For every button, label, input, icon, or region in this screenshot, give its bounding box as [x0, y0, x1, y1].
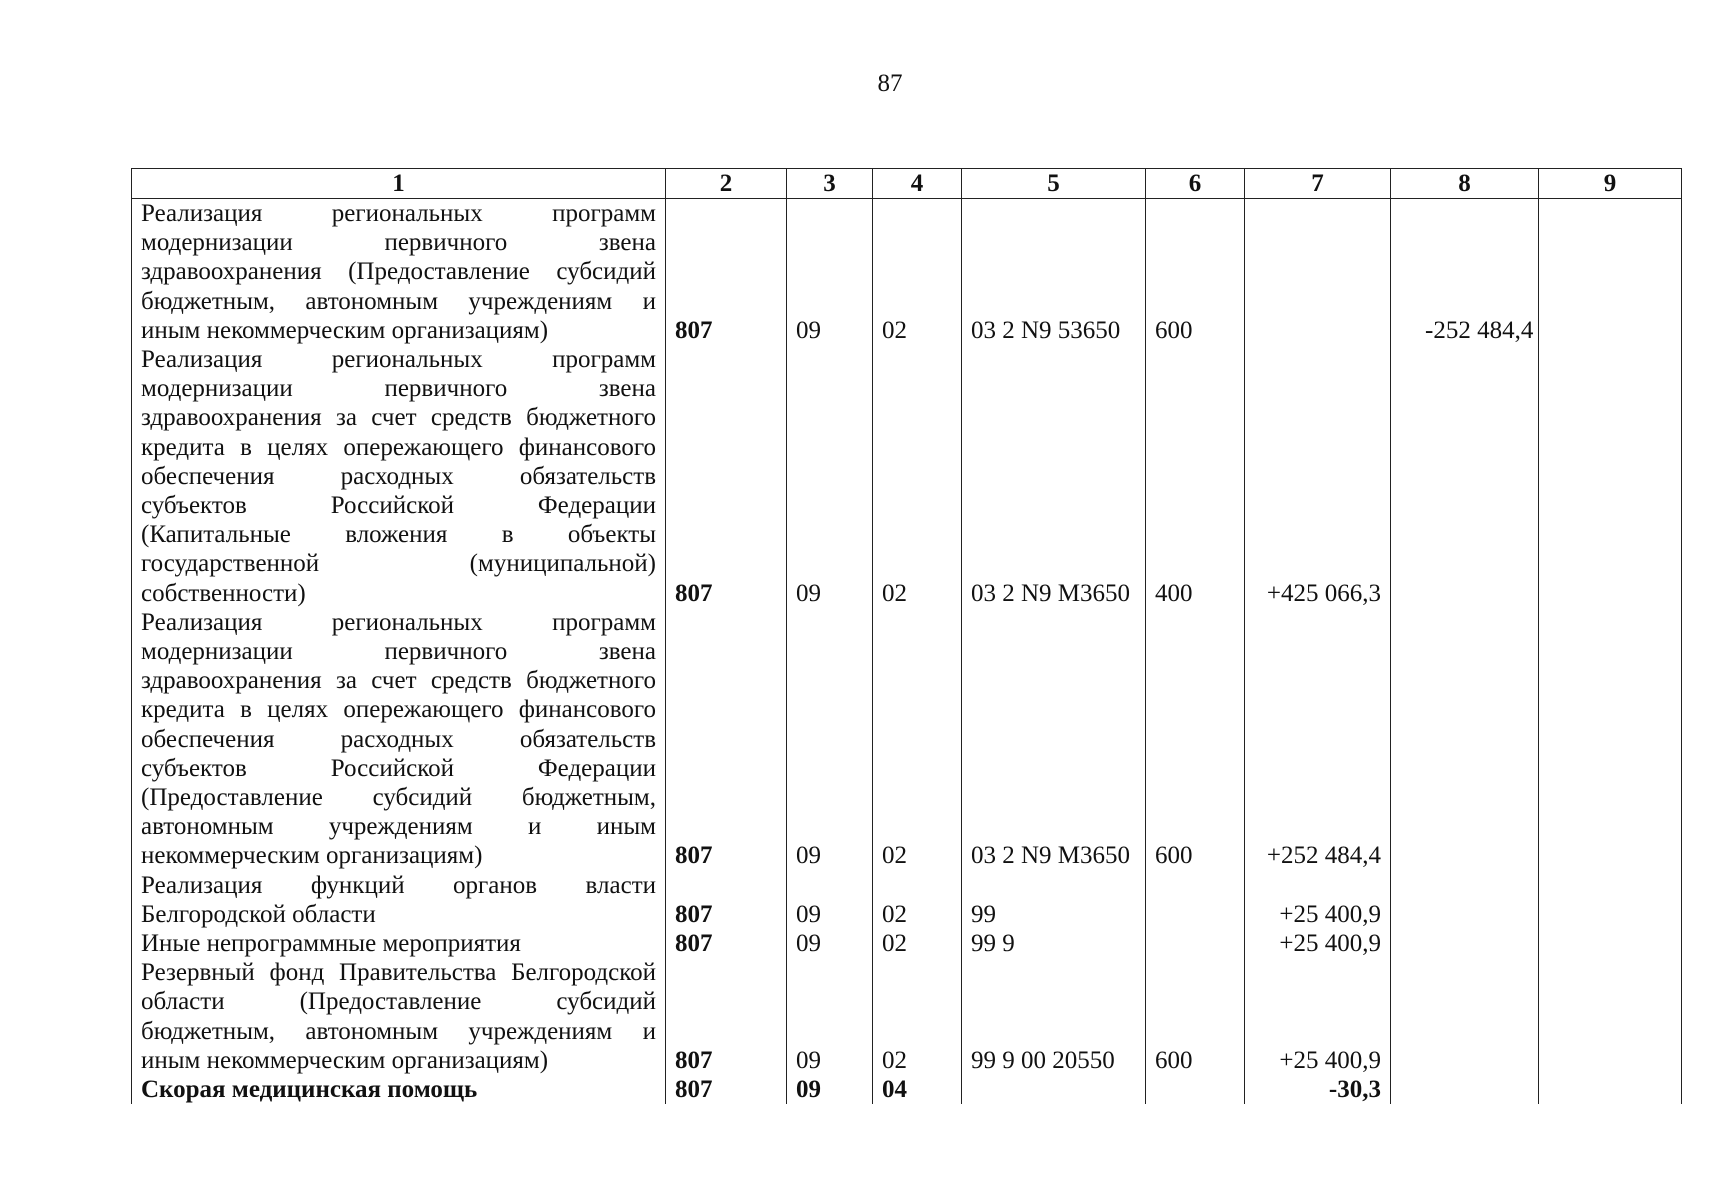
- table-body: [132, 199, 1682, 1105]
- row-amount-col9: [1539, 958, 1682, 1075]
- header-col-7: 7: [1245, 169, 1391, 199]
- table-row: [132, 345, 1682, 608]
- description-line: государственной (муниципальной): [141, 550, 656, 578]
- description-line: Реализация функций органов власти: [141, 871, 656, 899]
- row-amount-col7: +25 400,9: [1245, 929, 1391, 958]
- row-amount-col8: [1391, 871, 1539, 929]
- table-row: [132, 958, 1682, 1075]
- row-description: [132, 929, 666, 958]
- description-line: Реализация региональных программ: [141, 346, 656, 374]
- description-last-line: Иные непрограммные мероприятия: [141, 930, 521, 958]
- header-col-3: 3: [787, 169, 873, 199]
- description-line: Реализация региональных программ: [141, 608, 656, 636]
- description-line: модернизации первичного звена: [141, 375, 656, 403]
- row-code-section: 09: [787, 929, 873, 958]
- row-amount-col8: -252 484,4: [1391, 199, 1539, 346]
- row-code-ministry: 807: [666, 345, 787, 608]
- header-row: [132, 169, 1682, 199]
- header-col-1: 1: [132, 169, 666, 199]
- budget-table: [131, 168, 1682, 1104]
- row-code-section: 09: [787, 608, 873, 871]
- row-code-ministry: 807: [666, 929, 787, 958]
- row-code-expense-type: [1146, 1075, 1245, 1104]
- row-code-section: 09: [787, 1075, 873, 1104]
- row-code-ministry: 807: [666, 958, 787, 1075]
- description-line: (Капитальные вложения в объекты: [141, 521, 656, 549]
- row-code-expense-type: 400: [1146, 345, 1245, 608]
- description-line: автономным учреждениям и иным: [141, 813, 656, 841]
- description-last-line: некоммерческим организациям): [141, 842, 483, 870]
- description-line: кредита в целях опережающего финансового: [141, 696, 656, 724]
- row-code-expense-type: [1146, 929, 1245, 958]
- row-amount-col7: +25 400,9: [1245, 958, 1391, 1075]
- row-code-section: 09: [787, 199, 873, 346]
- row-code-subsection: 02: [873, 871, 962, 929]
- row-description: [132, 608, 666, 871]
- table-row: [132, 929, 1682, 958]
- row-code-target: 03 2 N9 53650: [962, 199, 1146, 346]
- description-line: здравоохранения (Предоставление субсидий: [141, 258, 656, 286]
- row-code-subsection: 02: [873, 608, 962, 871]
- row-amount-col7: +252 484,4: [1245, 608, 1391, 871]
- row-amount-col9: [1539, 345, 1682, 608]
- table-row: [132, 1075, 1682, 1104]
- row-amount-col7: +425 066,3: [1245, 345, 1391, 608]
- header-col-8: 8: [1391, 169, 1539, 199]
- description-last-line: Белгородской области: [141, 900, 376, 928]
- header-col-2: 2: [666, 169, 787, 199]
- description-line: модернизации первичного звена: [141, 229, 656, 257]
- row-amount-col8: [1391, 929, 1539, 958]
- row-code-expense-type: 600: [1146, 958, 1245, 1075]
- row-amount-col9: [1539, 1075, 1682, 1104]
- row-amount-col9: [1539, 608, 1682, 871]
- row-code-target: 99 9 00 20550: [962, 958, 1146, 1075]
- row-amount-col8: [1391, 958, 1539, 1075]
- description-line: модернизации первичного звена: [141, 638, 656, 666]
- row-code-ministry: 807: [666, 199, 787, 346]
- description-line: Реализация региональных программ: [141, 200, 656, 227]
- description-line: здравоохранения за счет средств бюджетного: [141, 667, 656, 695]
- row-amount-col8: [1391, 345, 1539, 608]
- row-amount-col7: [1245, 199, 1391, 346]
- description-line: субъектов Российской Федерации: [141, 754, 656, 782]
- description-line: Резервный фонд Правительства Белгородской: [141, 959, 656, 987]
- row-description: [132, 199, 666, 346]
- description-line: бюджетным, автономным учреждениям и: [141, 287, 656, 315]
- row-code-section: 09: [787, 345, 873, 608]
- description-line: обеспечения расходных обязательств: [141, 462, 656, 490]
- header-col-9: 9: [1539, 169, 1682, 199]
- header-col-6: 6: [1146, 169, 1245, 199]
- row-code-target: 03 2 N9 M3650: [962, 345, 1146, 608]
- row-code-subsection: 02: [873, 345, 962, 608]
- row-description: [132, 1075, 666, 1104]
- row-amount-col7: +25 400,9: [1245, 871, 1391, 929]
- header-col-5: 5: [962, 169, 1146, 199]
- row-code-target: 99 9: [962, 929, 1146, 958]
- row-amount-col9: [1539, 871, 1682, 929]
- row-amount-col7: -30,3: [1245, 1075, 1391, 1104]
- description-line: области (Предоставление субсидий: [141, 988, 656, 1016]
- header-col-4: 4: [873, 169, 962, 199]
- row-code-ministry: 807: [666, 1075, 787, 1104]
- description-line: (Предоставление субсидий бюджетным,: [141, 784, 656, 812]
- description-last-line: собственности): [141, 579, 306, 607]
- row-code-expense-type: 600: [1146, 608, 1245, 871]
- row-amount-col8: [1391, 608, 1539, 871]
- description-last-line: иным некоммерческим организациям): [141, 1046, 549, 1074]
- row-description: [132, 871, 666, 929]
- row-code-subsection: 02: [873, 929, 962, 958]
- description-line: бюджетным, автономным учреждениям и: [141, 1017, 656, 1045]
- row-amount-col8: [1391, 1075, 1539, 1104]
- description-line: обеспечения расходных обязательств: [141, 725, 656, 753]
- row-code-ministry: 807: [666, 871, 787, 929]
- row-code-subsection: 04: [873, 1075, 962, 1104]
- page-number: 87: [877, 70, 903, 97]
- row-code-target: [962, 1075, 1146, 1104]
- row-amount-col9: [1539, 929, 1682, 958]
- row-code-section: 09: [787, 958, 873, 1075]
- row-description: [132, 345, 666, 608]
- row-code-ministry: 807: [666, 608, 787, 871]
- description-line: здравоохранения за счет средств бюджетного: [141, 404, 656, 432]
- row-code-target: 99: [962, 871, 1146, 929]
- row-code-subsection: 02: [873, 199, 962, 346]
- row-code-target: 03 2 N9 M3650: [962, 608, 1146, 871]
- row-code-expense-type: [1146, 871, 1245, 929]
- table-row: [132, 199, 1682, 346]
- description-line: кредита в целях опережающего финансового: [141, 433, 656, 461]
- row-code-subsection: 02: [873, 958, 962, 1075]
- description-last-line: иным некоммерческим организациям): [141, 316, 549, 344]
- table-row: [132, 608, 1682, 871]
- row-amount-col9: [1539, 199, 1682, 346]
- description-last-line: Скорая медицинская помощь: [141, 1076, 478, 1104]
- row-code-expense-type: 600: [1146, 199, 1245, 346]
- description-line: субъектов Российской Федерации: [141, 492, 656, 520]
- table-row: [132, 871, 1682, 929]
- row-code-section: 09: [787, 871, 873, 929]
- row-description: [132, 958, 666, 1075]
